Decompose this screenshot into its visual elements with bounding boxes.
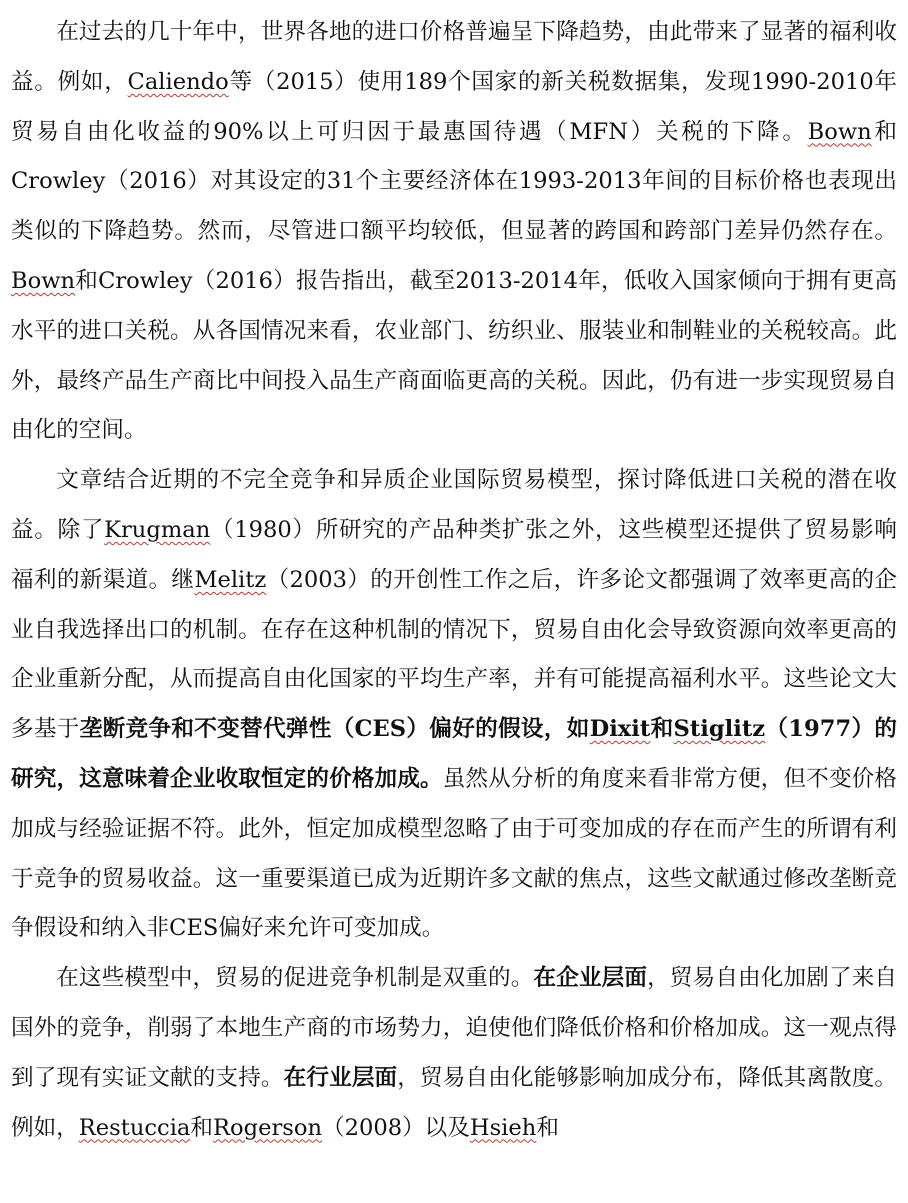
text-run: （2003）的开创性工作之后，许多论文都强调了效率更高的企业自我选择出口的机制。在存在这种机制的情况下，贸易自由化会导致资源向效率更高的企业重新分配，从而提高自由化国家的平均生产率，并有可能提高福利水平。这些论文大多基于 [11,566,897,743]
text-run: 在过去的几十年中，世界各地的进口价格普遍呈下降趋势，由此带来了显著的福利收益。例如， [11,19,897,95]
text-run: 和 [190,1114,213,1141]
text-run: （1980）所研究的产品种类扩张之外，这些模型还提供了贸易影响福利的新渠道。继 [11,516,898,593]
text-run: 虽然从分析的角度来看非常方便，但不变价格加成与经验证据不符。此外，恒定加成模型忽略了由于可变加成的存在而产生的所谓有利于竞争的贸易收益。这一重要渠道已成为近期许多文献的焦点，这些文献通过修改垄断竞争假设和纳入非CES偏好来允许可变加成。 [11,765,897,942]
paragraph-1 [11,8,897,456]
bold-text-run: （1977）的研究，这意味着企业收取恒定的价格加成。 [11,716,897,792]
spellcheck-flagged-word: Rogerson [213,1114,322,1141]
text-run: ，贸易自由化能够影响加成分布，降低其离散度。例如， [11,1064,898,1141]
bold-text-run: 在行业层面 [283,1064,398,1091]
spellcheck-flagged-word: Melitz [194,566,267,593]
text-run: 在这些模型中，贸易的促进竞争机制是双重的。 [56,965,534,992]
bold-text-run: 垄断竞争和不变替代弹性（CES）偏好的假设，如 [79,716,590,743]
text-run: 等（2015）使用189个国家的新关税数据集，发现1990-2010年贸易自由化收益的90%以上可归因于最惠国待遇（MFN）关税的下降。 [11,68,897,145]
spellcheck-flagged-word: Bown [11,267,76,294]
spellcheck-flagged-word: Dixit [589,716,651,743]
spellcheck-flagged-word: Bown [807,118,872,145]
bold-text-run: 和 [650,716,674,743]
spellcheck-flagged-word: Hsieh [469,1114,537,1141]
spellcheck-flagged-word: Krugman [104,516,211,543]
paragraph-3 [11,954,897,1153]
bold-text-run: 在企业层面 [533,965,648,992]
text-run: 和Crowley（2016）报告指出，截至2013-2014年，低收入国家倾向于拥有更高水平的进口关税。从各国情况来看，农业部门、纺织业、服装业和制鞋业的关税较高。此外，最终产品生产商比中间投入品生产商面临更高的关税。因此，仍有进一步实现贸易自由化的空间。 [11,267,897,444]
spellcheck-flagged-word: Caliendo [127,68,229,95]
spellcheck-flagged-word: Restuccia [78,1114,191,1141]
spellcheck-flagged-word: Stiglitz [673,716,766,743]
paragraph-2 [11,456,897,954]
text-run: ，贸易自由化加剧了来自国外的竞争，削弱了本地生产商的市场势力，迫使他们降低价格和价格加成。这一观点得到了现有实证文献的支持。 [11,965,898,1091]
text-run: 文章结合近期的不完全竞争和异质企业国际贸易模型，探讨降低进口关税的潜在收益。除了 [11,467,897,543]
document-body [11,8,897,1153]
text-run: （2008）以及 [322,1114,470,1141]
text-run: 和 [536,1114,559,1141]
text-run: 和Crowley（2016）对其设定的31个主要经济体在1993-2013年间的目标价格也表现出类似的下降趋势。然而，尽管进口额平均较低，但显著的跨国和跨部门差异仍然存在。 [11,118,897,245]
